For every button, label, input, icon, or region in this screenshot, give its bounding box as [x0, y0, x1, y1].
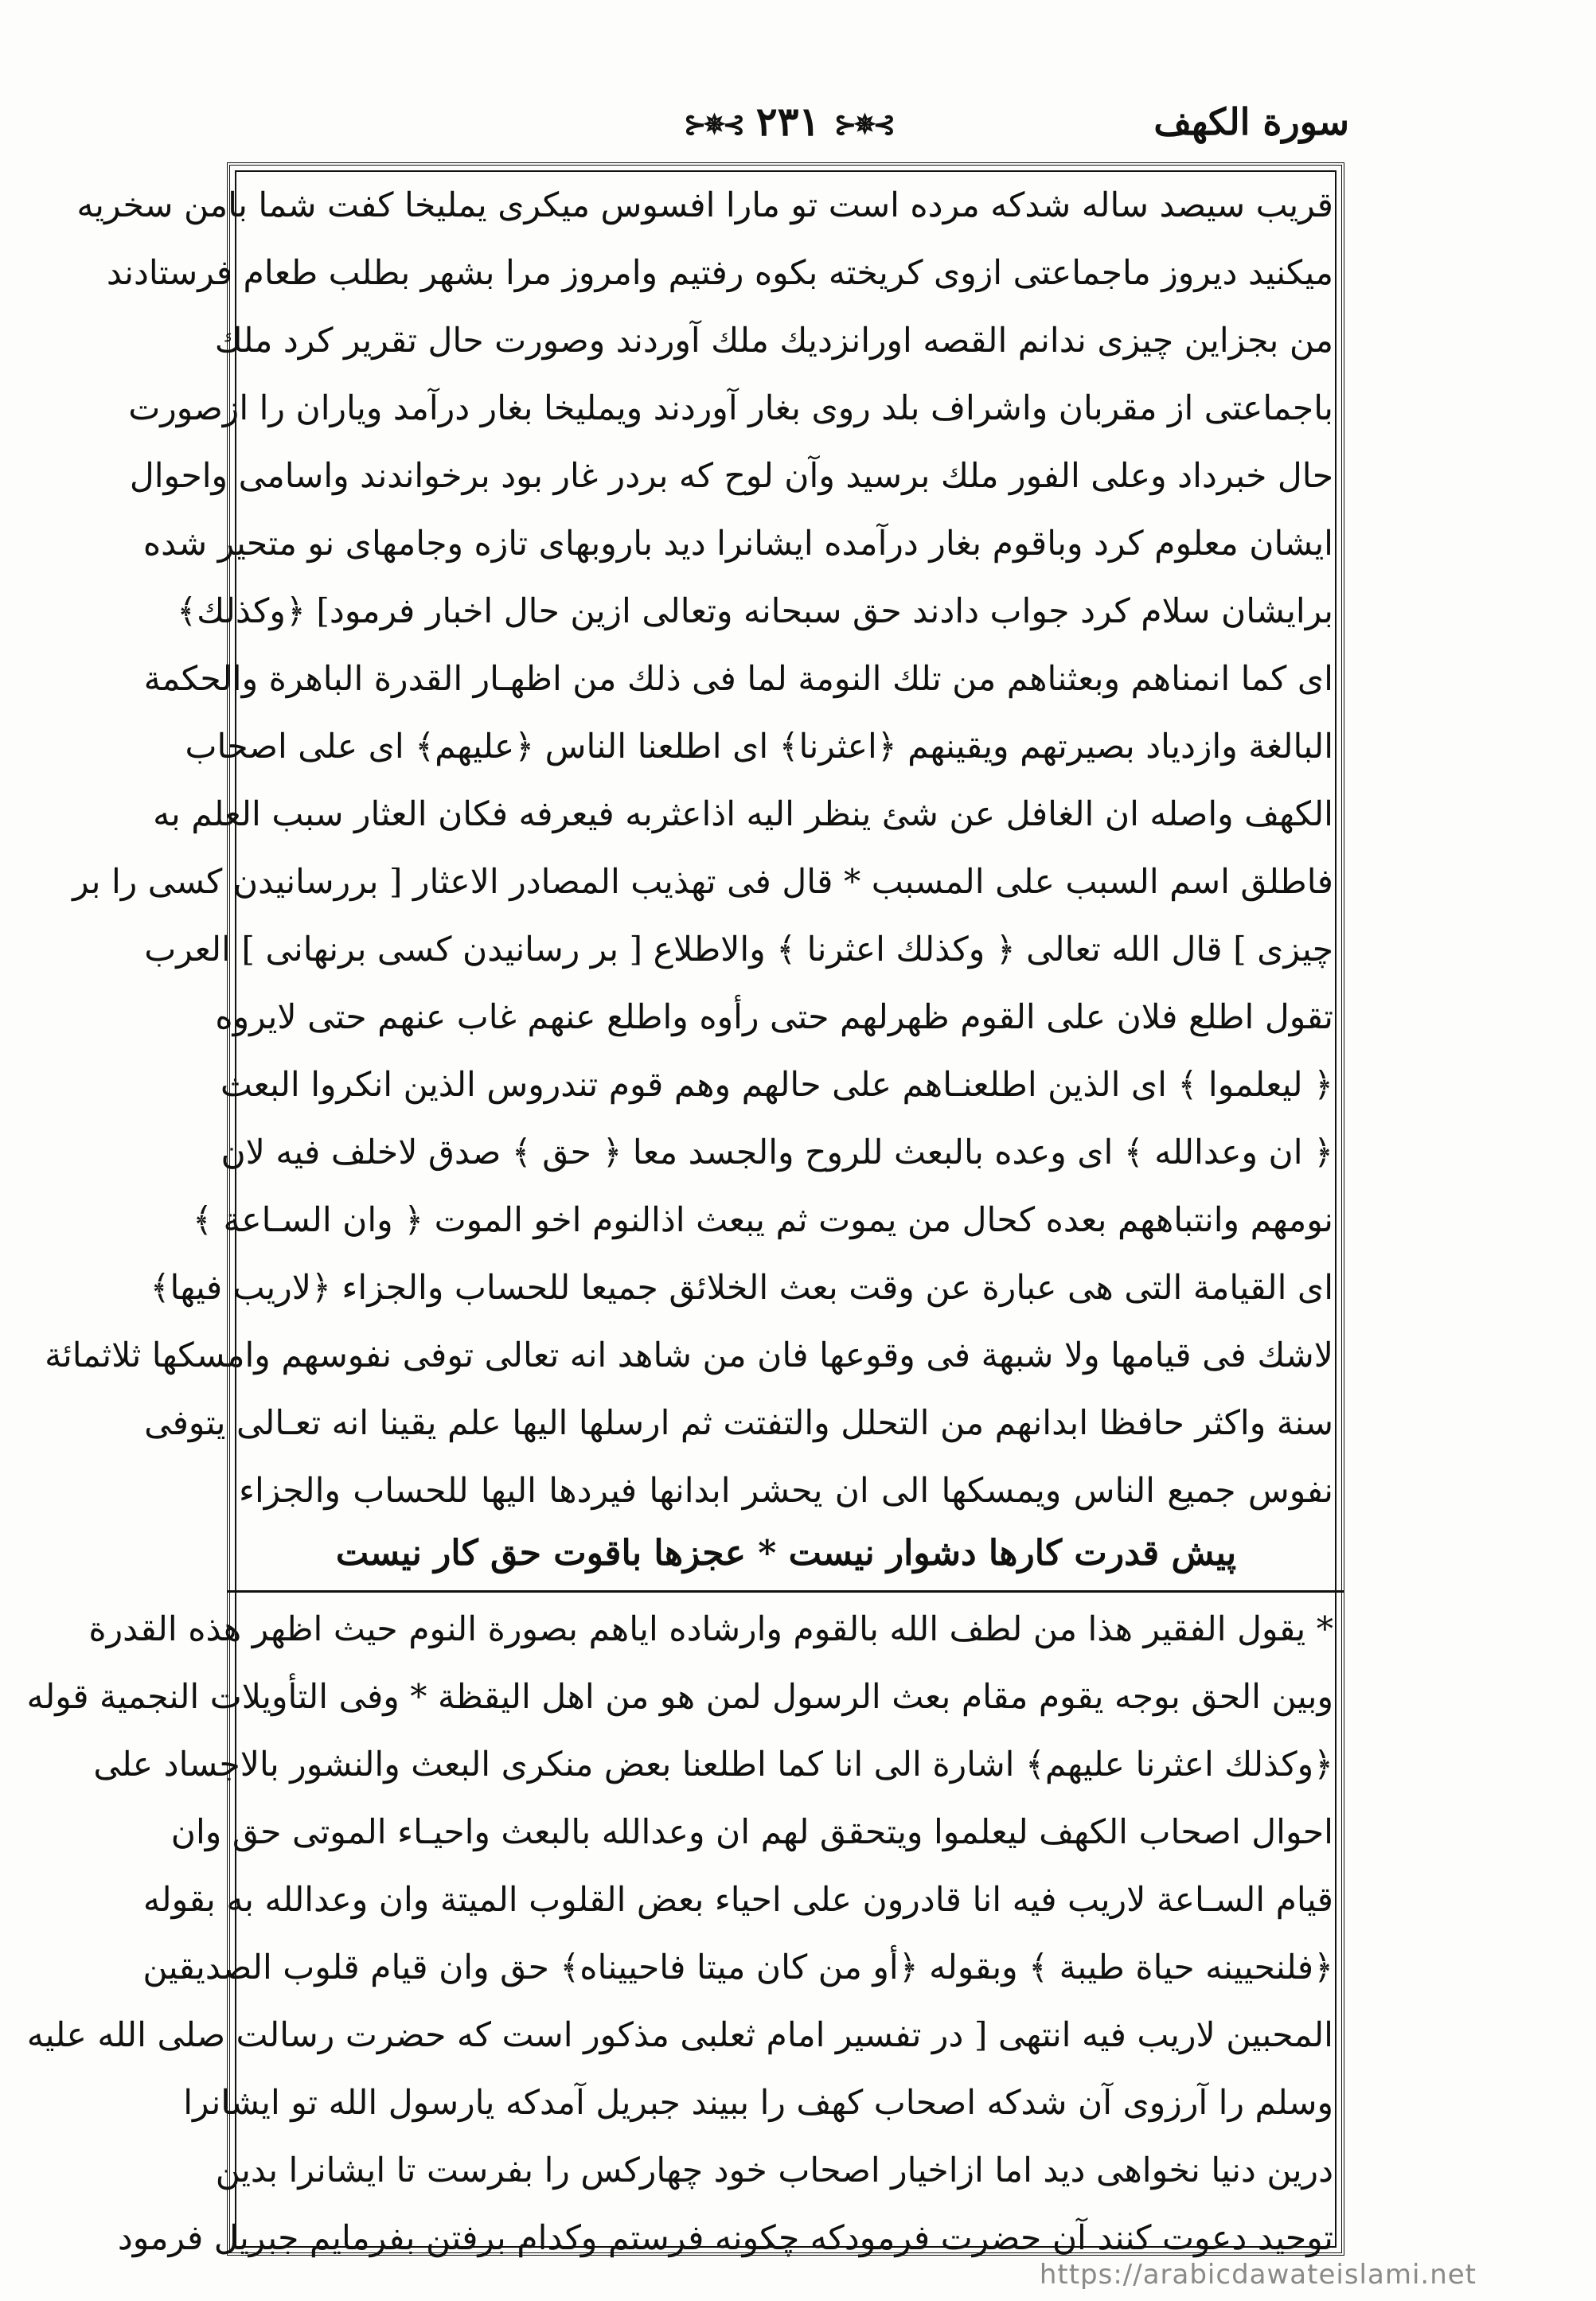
text-line: وبين الحق بوجه يقوم مقام بعث الرسول لمن هو من اهل اليقظة * وفى التأويلات النجمية قوله: [26, 1678, 1333, 1717]
text-line: وسلم را آرزوى آن شدكه اصحاب كهف را ببيند جبريل آمدكه يارسول الله تو ايشانرا: [183, 2084, 1333, 2123]
text-line: البالغة وازدياد بصيرتهم ويقينهم ﴿اعثرنا﴾ اى اطلعنا الناس ﴿عليهم﴾ اى على اصحاب: [185, 727, 1333, 766]
text-line: المحبين لاريب فيه انتهى [ در تفسير امام ثعلبى مذكور است كه حضرت رسالت صلى الله عليه: [26, 2016, 1333, 2055]
text-line: سنة واكثر حافظا ابدانهم من التحلل والتفتت ثم ارسلها اليها علم يقينا انه تعـالى يتوفى: [144, 1404, 1333, 1443]
page-number-wrap: [684, 94, 892, 153]
text-line: فاطلق اسم السبب على المسبب * قال فى تهذيب المصادر الاعثار [ بررسانيدن كسى را بر: [72, 863, 1333, 902]
text-line: ﴿ ليعلموا ﴾ اى الذين اطلعنـاهم على حالهم وهم قوم تندروس الذين انكروا البعث: [220, 1066, 1333, 1105]
text-line: * يقول الفقير هذا من لطف الله بالقوم وارشاده اياهم بصورة النوم حيث اظهر هذه القدرة: [88, 1610, 1333, 1649]
text-line: قريب سيصد ساله شدكه مرده است تو مارا افسوس ميكرى يمليخا كفت شما بامن سخريه: [76, 186, 1333, 225]
ornament-left-icon: ⊱✵⊰: [683, 109, 743, 141]
page-number: ٢٣١: [755, 98, 821, 145]
text-line: لاشك فى قيامها ولا شبهة فى وقوعها فان من شاهد انه تعالى توفى نفوسهم وامسكها ثلاثمائة: [45, 1336, 1333, 1375]
text-line: احوال اصحاب الكهف ليعلموا ويتحقق لهم ان وعدالله بالبعث واحيـاء الموتى حق وان: [170, 1813, 1333, 1852]
text-line: اى القيامة التى هى عبارة عن وقت بعث الخلائق جميعا للحساب والجزاء ﴿لاريب فيها﴾: [150, 1269, 1333, 1308]
source-watermark: https://arabicdawateislami.net: [1039, 2259, 1477, 2291]
text-line: درين دنيا نخواهى ديد اما ازاخيار اصحاب خود چهاركس را بفرست تا ايشانرا بدين: [215, 2151, 1333, 2190]
text-line: ﴿وكذلك اعثرنا عليهم﴾ اشارة الى انا كما اطلعنا بعض منكرى البعث والنشور بالاجساد على: [93, 1745, 1333, 1784]
text-line: ميكنيد ديروز ماجماعتى ازوى كريخته بكوه رفتيم وامروز مرا بشهر بطلب طعام فرستادند: [106, 254, 1333, 293]
text-line: چيزى ] قال الله تعالى ﴿ وكذلك اعثرنا ﴾ والاطلاع [ بر رسانيدن كسى برنهانى ] العرب: [144, 930, 1333, 969]
text-line: ايشان معلوم كرد وباقوم بغار درآمده ايشانرا ديد باروبهاى تازه وجامهاى نو متحير شده: [142, 525, 1333, 564]
text-line: الكهف واصله ان الغافل عن شئ ينظر اليه اذاعثربه فيعرفه فكان العثار سبب العلم به: [153, 795, 1333, 834]
text-line: قيام السـاعة لاريب فيه انا قادرون على احياء بعض القلوب الميتة وان وعدالله به بقوله: [142, 1881, 1333, 1920]
text-line: ﴿فلنحيينه حياة طيبة ﴾ وبقوله ﴿أو من كان ميتا فاحييناه﴾ حق وان قيام قلوب الصديقين: [142, 1948, 1333, 1987]
text-line: توحيد دعوت كنند آن حضرت فرمودكه چكونه فرستم وكدام برفتن بفرمايم جبريل فرمود: [117, 2219, 1333, 2258]
text-line: نفوس جميع الناس ويمسكها الى ان يحشر ابدانها فيردها اليها للحساب والجزاء: [239, 1472, 1333, 1511]
text-line: تقول اطلع فلان على القوم ظهرلهم حتى رأوه واطلع عنهم غاب عنهم حتى لايروه: [215, 998, 1333, 1037]
poetry-verse: پيش قدرت كارها دشوار نيست * عجزها باقوت حق كار نيست: [335, 1533, 1237, 1574]
text-line: اى كما انمناهم وبعثناهم من تلك النومة لما فى ذلك من اظهـار القدرة الباهرة والحكمة: [143, 660, 1333, 699]
text-line: من بجزاين چيزى ندانم القصه اورانزديك ملك آوردند وصورت حال تقرير كرد ملك: [214, 322, 1333, 361]
commentary-text-block: [45, 172, 1333, 1525]
section-divider: [227, 1590, 1344, 1593]
text-line: ﴿ ان وعدالله ﴾ اى وعده بالبعث للروح والجسد معا ﴿ حق ﴾ صدق لاخلف فيه لان: [220, 1133, 1333, 1172]
text-line: حال خبرداد وعلى الفور ملك برسيد وآن لوح كه بردر غار بود برخواندند واسامى واحوال: [129, 457, 1333, 496]
page-header: [227, 94, 1349, 150]
text-line: برايشان سلام كرد جواب دادند حق سبحانه وتعالى ازين حال اخبار فرمود] ﴿وكذلك﴾: [177, 592, 1333, 631]
ornament-right-icon: ⊱✵⊰: [833, 109, 893, 141]
text-line: نومهم وانتباههم بعده كحال من يموت ثم يبعث اذالنوم اخو الموت ﴿ وان السـاعة ﴾: [193, 1201, 1333, 1240]
surah-title: سورة الكهف: [1153, 100, 1349, 143]
commentary-text-block-2: [26, 1596, 1333, 2272]
text-line: باجماعتى از مقربان واشراف بلد روى بغار آوردند ويمليخا بغار درآمد وياران را ازصورت: [128, 389, 1333, 428]
